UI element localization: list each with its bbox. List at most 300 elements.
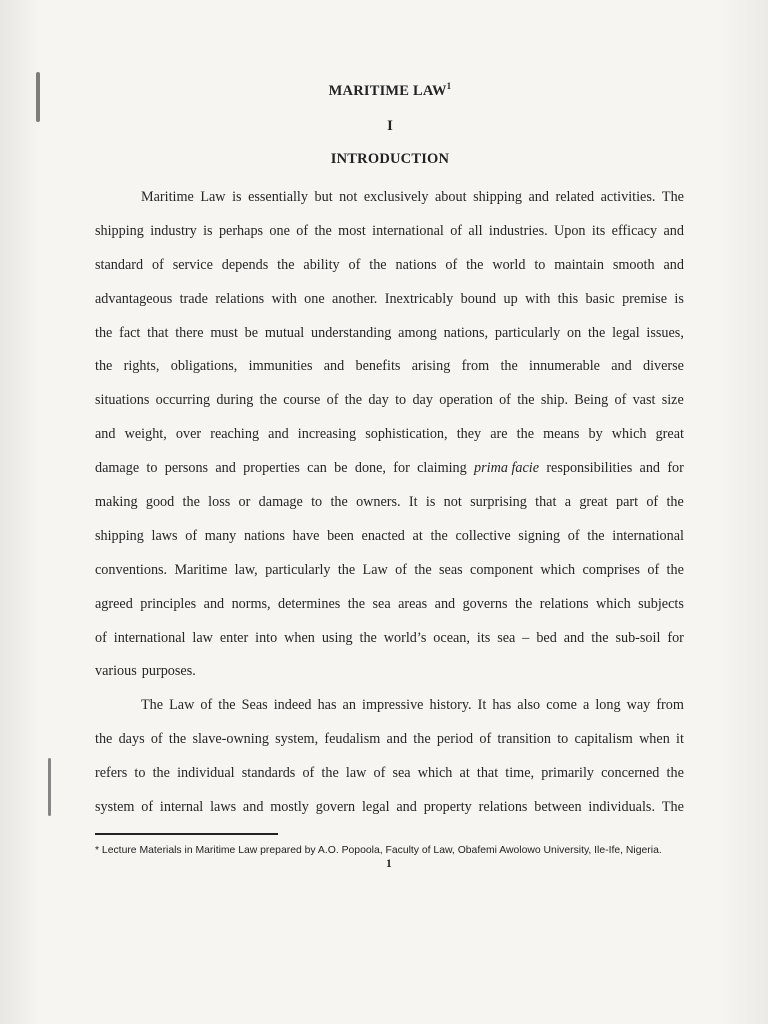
word: sophistication, bbox=[365, 426, 448, 443]
word: one bbox=[304, 290, 325, 307]
text-line bbox=[95, 317, 684, 351]
word: that bbox=[147, 324, 169, 341]
word: Maritime bbox=[141, 189, 194, 205]
word: seas bbox=[439, 561, 463, 578]
word: of bbox=[200, 697, 213, 714]
word: concerned bbox=[601, 765, 660, 782]
word: occurring bbox=[155, 392, 211, 409]
word: the bbox=[359, 629, 377, 646]
word: Upon bbox=[554, 222, 586, 239]
word: long bbox=[595, 697, 621, 714]
word: the bbox=[168, 731, 187, 748]
word: the bbox=[369, 256, 387, 273]
paragraph bbox=[95, 689, 684, 825]
word: using bbox=[321, 629, 353, 646]
word: Being bbox=[574, 392, 609, 409]
word: responsibilities bbox=[546, 460, 633, 477]
word: maintain bbox=[554, 256, 604, 273]
page-number: 1 bbox=[386, 858, 392, 870]
word: of bbox=[395, 561, 407, 578]
word: also bbox=[517, 697, 541, 714]
word: laws bbox=[151, 527, 178, 544]
word: and bbox=[242, 799, 264, 816]
word: good bbox=[145, 494, 175, 511]
word: another. bbox=[332, 290, 378, 307]
word: agreed bbox=[95, 595, 133, 612]
binder-hole-mark bbox=[48, 758, 51, 816]
word: of bbox=[348, 256, 361, 273]
word: which bbox=[417, 765, 453, 782]
word: the bbox=[321, 765, 339, 782]
word: industries. bbox=[488, 222, 548, 239]
word: – bbox=[522, 629, 530, 646]
word: from bbox=[461, 358, 490, 375]
word: has bbox=[317, 697, 337, 714]
word: its bbox=[476, 629, 491, 646]
word: and bbox=[663, 256, 684, 273]
word: of bbox=[647, 561, 660, 578]
word: of bbox=[151, 256, 164, 273]
word: are bbox=[490, 426, 508, 443]
word: nations bbox=[395, 256, 437, 273]
word: the bbox=[666, 561, 684, 578]
word: of bbox=[141, 799, 154, 816]
word: service bbox=[172, 256, 213, 273]
word: into bbox=[255, 629, 278, 646]
word: a bbox=[582, 697, 590, 714]
word: smooth bbox=[612, 256, 655, 273]
word: during bbox=[216, 392, 254, 409]
word: and bbox=[663, 222, 684, 239]
title-text: MARITIME LAW bbox=[328, 83, 447, 99]
word: nations bbox=[243, 527, 285, 544]
word: Inextricably bbox=[384, 290, 454, 307]
word: subjects bbox=[638, 595, 684, 612]
word: bed bbox=[536, 629, 557, 646]
word: international bbox=[113, 629, 186, 646]
text-line bbox=[95, 384, 684, 418]
word: Law bbox=[169, 697, 195, 714]
word: they bbox=[456, 426, 482, 443]
word: determines bbox=[278, 595, 341, 612]
word: the bbox=[277, 256, 295, 273]
word: the bbox=[347, 595, 366, 612]
word: means bbox=[543, 426, 580, 443]
word: related bbox=[555, 189, 595, 205]
word: The bbox=[661, 799, 684, 816]
word: for bbox=[667, 460, 684, 477]
text-line bbox=[95, 757, 684, 791]
word: and bbox=[434, 595, 456, 612]
word: the bbox=[430, 527, 448, 544]
word: legal bbox=[612, 324, 640, 341]
word: relations bbox=[215, 290, 265, 307]
word: norms, bbox=[231, 595, 271, 612]
word: to bbox=[557, 731, 569, 748]
word: ocean, bbox=[433, 629, 470, 646]
text-line bbox=[95, 723, 684, 757]
word: international bbox=[372, 222, 444, 239]
word: shipping bbox=[95, 222, 144, 239]
word: and bbox=[95, 426, 116, 443]
word: sea bbox=[372, 595, 391, 612]
word: loss bbox=[208, 494, 231, 511]
word: day bbox=[368, 392, 389, 409]
word: from bbox=[656, 697, 684, 714]
word: the bbox=[95, 731, 113, 748]
word: areas bbox=[398, 595, 428, 612]
word: individual bbox=[177, 765, 235, 782]
word: relations bbox=[539, 595, 589, 612]
word: the bbox=[516, 426, 535, 443]
text-line bbox=[95, 486, 684, 520]
word: it bbox=[676, 731, 684, 748]
word: must bbox=[210, 324, 238, 341]
word: of bbox=[614, 392, 627, 409]
word: that bbox=[535, 494, 557, 511]
word: law bbox=[345, 765, 367, 782]
word: indeed bbox=[273, 697, 312, 714]
word: and bbox=[563, 629, 585, 646]
word: when bbox=[284, 629, 315, 646]
word: have bbox=[292, 527, 320, 544]
word: to bbox=[134, 765, 146, 782]
word: principles bbox=[140, 595, 197, 612]
word: transition bbox=[497, 731, 551, 748]
word: relations bbox=[478, 799, 528, 816]
word: and bbox=[611, 358, 632, 375]
body-text bbox=[95, 181, 684, 825]
word: mostly bbox=[270, 799, 309, 816]
word: and bbox=[386, 731, 408, 748]
word: of bbox=[450, 222, 463, 239]
word: particularly bbox=[494, 324, 561, 341]
word: of bbox=[185, 527, 198, 544]
word: perhaps bbox=[218, 222, 264, 239]
word: the bbox=[591, 629, 609, 646]
word: individuals. bbox=[588, 799, 655, 816]
word: and bbox=[528, 189, 549, 205]
word: and bbox=[203, 595, 225, 612]
word: up bbox=[503, 290, 518, 307]
text-line bbox=[95, 588, 684, 622]
word: of bbox=[479, 731, 492, 748]
word: It bbox=[408, 494, 418, 511]
word: the bbox=[500, 358, 518, 375]
word: bound bbox=[460, 290, 497, 307]
word: all bbox=[468, 222, 483, 239]
word: there bbox=[175, 324, 204, 341]
document-title bbox=[6, 83, 768, 100]
word: which bbox=[596, 595, 631, 612]
word: ability bbox=[303, 256, 340, 273]
word: or bbox=[238, 494, 251, 511]
word: basic bbox=[585, 290, 615, 307]
word: the bbox=[344, 392, 363, 409]
word: the bbox=[466, 256, 484, 273]
word: conventions. bbox=[95, 561, 168, 578]
word: but bbox=[314, 189, 333, 205]
word: to bbox=[311, 494, 323, 511]
word: course bbox=[283, 392, 321, 409]
word: over bbox=[175, 426, 202, 443]
word: the bbox=[152, 765, 170, 782]
word: of bbox=[567, 527, 580, 544]
word: comprises bbox=[582, 561, 640, 578]
word: making bbox=[95, 494, 138, 511]
word: with bbox=[271, 290, 297, 307]
word: and bbox=[323, 358, 345, 375]
word: by bbox=[588, 426, 603, 443]
word: of bbox=[302, 765, 315, 782]
word: when bbox=[639, 731, 670, 748]
word: sub-soil bbox=[615, 629, 661, 646]
word: immunities bbox=[248, 358, 313, 375]
footnote-divider bbox=[95, 833, 278, 835]
word: the bbox=[413, 731, 431, 748]
word: law, bbox=[234, 561, 258, 578]
word: weight, bbox=[124, 426, 167, 443]
text-line bbox=[95, 350, 684, 384]
word: world’s bbox=[383, 629, 427, 646]
word: fact bbox=[119, 324, 141, 341]
word: laws bbox=[210, 799, 237, 816]
word: the bbox=[314, 222, 332, 239]
word: particularly bbox=[265, 561, 331, 578]
section-heading: INTRODUCTION bbox=[330, 151, 450, 167]
word: operation bbox=[439, 392, 493, 409]
word: among bbox=[398, 324, 437, 341]
word: refers bbox=[95, 765, 128, 782]
word: collective bbox=[455, 527, 511, 544]
word: on bbox=[567, 324, 582, 341]
footnote: * Lecture Materials in Maritime Law prepared by A.O. Popoola, Faculty of Law, Obafemi Awolowo University, Ile-Ife, Nigeria. bbox=[95, 845, 662, 856]
word: been bbox=[327, 527, 354, 544]
word: innumerable bbox=[529, 358, 600, 375]
word: come bbox=[546, 697, 577, 714]
word: is bbox=[232, 189, 242, 205]
word: purposes. bbox=[141, 663, 196, 680]
word: the bbox=[95, 324, 113, 341]
word: the bbox=[414, 561, 432, 578]
word: the bbox=[666, 494, 684, 511]
word: slave-owning bbox=[192, 731, 269, 748]
word: enter bbox=[219, 629, 249, 646]
word: arising bbox=[411, 358, 451, 375]
word: capitalism bbox=[574, 731, 633, 748]
word: which bbox=[611, 426, 647, 443]
section-number: I bbox=[387, 118, 393, 134]
word: great bbox=[655, 426, 684, 443]
word: Seas bbox=[241, 697, 268, 714]
word: surprising bbox=[470, 494, 527, 511]
word: an bbox=[342, 697, 356, 714]
word: It bbox=[477, 697, 487, 714]
word: activities. bbox=[600, 189, 656, 205]
word: world bbox=[492, 256, 526, 273]
word: diverse bbox=[643, 358, 684, 375]
word: one bbox=[269, 222, 290, 239]
text-line bbox=[95, 215, 684, 249]
word: prima facie bbox=[474, 460, 540, 477]
word: reaching bbox=[210, 426, 260, 443]
word: obligations, bbox=[170, 358, 238, 375]
word: has bbox=[492, 697, 512, 714]
word: essentially bbox=[248, 189, 308, 205]
word: govern bbox=[315, 799, 356, 816]
word: damage bbox=[95, 460, 140, 477]
word: the bbox=[95, 358, 113, 375]
text-line bbox=[95, 249, 684, 283]
word: understanding bbox=[311, 324, 392, 341]
word: situations bbox=[95, 392, 150, 409]
text-line bbox=[95, 791, 684, 825]
word: Maritime bbox=[174, 561, 228, 578]
word: damage bbox=[258, 494, 303, 511]
word: be bbox=[244, 324, 259, 341]
word: sea bbox=[392, 765, 411, 782]
word: day bbox=[412, 392, 433, 409]
word: internal bbox=[159, 799, 204, 816]
word: industry bbox=[150, 222, 197, 239]
word: shipping bbox=[473, 189, 522, 205]
word: ship. bbox=[540, 392, 569, 409]
text-line bbox=[95, 283, 684, 317]
word: this bbox=[557, 290, 579, 307]
text-line bbox=[95, 689, 684, 723]
word: and bbox=[268, 426, 289, 443]
word: of bbox=[296, 222, 309, 239]
word: international bbox=[612, 527, 684, 544]
word: days bbox=[118, 731, 145, 748]
word: advantageous bbox=[95, 290, 173, 307]
word: of bbox=[445, 256, 458, 273]
word: standards bbox=[241, 765, 296, 782]
word: the bbox=[330, 494, 348, 511]
word: nations, bbox=[443, 324, 489, 341]
word: governs bbox=[462, 595, 508, 612]
word: vast bbox=[632, 392, 656, 409]
word: the bbox=[514, 595, 533, 612]
word: The bbox=[661, 189, 684, 205]
word: at bbox=[459, 765, 470, 782]
word: of bbox=[95, 629, 107, 646]
word: premise bbox=[622, 290, 667, 307]
word: feudalism bbox=[324, 731, 381, 748]
word: component bbox=[470, 561, 534, 578]
word: done, bbox=[354, 460, 386, 477]
word: the bbox=[182, 494, 200, 511]
text-line bbox=[95, 554, 684, 588]
word: a bbox=[564, 494, 572, 511]
word: claiming bbox=[417, 460, 467, 477]
word: the bbox=[337, 561, 356, 578]
word: depends bbox=[221, 256, 269, 273]
word: benefits bbox=[355, 358, 401, 375]
word: legal bbox=[361, 799, 390, 816]
word: with bbox=[525, 290, 551, 307]
word: sea bbox=[497, 629, 516, 646]
word: many bbox=[204, 527, 237, 544]
word: system, bbox=[275, 731, 319, 748]
word: system bbox=[95, 799, 135, 816]
word: the bbox=[259, 392, 277, 409]
word: that bbox=[476, 765, 499, 782]
word: standard bbox=[95, 256, 144, 273]
word: shipping bbox=[95, 527, 144, 544]
word: way bbox=[626, 697, 651, 714]
word: signing bbox=[518, 527, 561, 544]
word: rights, bbox=[123, 358, 160, 375]
word: trade bbox=[179, 290, 208, 307]
word: persons bbox=[164, 460, 209, 477]
text-line bbox=[95, 520, 684, 554]
word: primarily bbox=[541, 765, 594, 782]
word: enacted bbox=[361, 527, 405, 544]
word: period bbox=[436, 731, 474, 748]
title-footnote-mark: 1 bbox=[446, 81, 452, 92]
word: Law bbox=[362, 561, 388, 578]
word: be bbox=[334, 460, 348, 477]
word: great bbox=[579, 494, 608, 511]
word: to bbox=[146, 460, 158, 477]
word: owners. bbox=[356, 494, 401, 511]
paragraph bbox=[95, 181, 684, 689]
word: property bbox=[423, 799, 472, 816]
word: increasing bbox=[297, 426, 357, 443]
text-line bbox=[95, 418, 684, 452]
word: the bbox=[666, 765, 684, 782]
word: impressive bbox=[362, 697, 424, 714]
word: Law bbox=[200, 189, 226, 205]
word: which bbox=[540, 561, 576, 578]
word: of bbox=[646, 494, 659, 511]
word: the bbox=[587, 324, 606, 341]
word: the bbox=[587, 527, 605, 544]
word: of bbox=[150, 731, 163, 748]
word: and bbox=[215, 460, 236, 477]
word: most bbox=[338, 222, 366, 239]
word: to bbox=[395, 392, 407, 409]
word: of bbox=[373, 765, 386, 782]
word: and bbox=[639, 460, 661, 477]
text-line bbox=[95, 655, 684, 689]
word: of bbox=[326, 392, 339, 409]
word: about bbox=[435, 189, 467, 205]
word: time, bbox=[505, 765, 535, 782]
word: is bbox=[674, 290, 684, 307]
word: The bbox=[141, 697, 164, 714]
word: efficacy bbox=[611, 222, 658, 239]
word: size bbox=[661, 392, 684, 409]
text-line bbox=[95, 452, 684, 486]
word: for bbox=[393, 460, 410, 477]
text-line bbox=[95, 181, 684, 215]
word: history. bbox=[429, 697, 472, 714]
word: and bbox=[396, 799, 417, 816]
word: is bbox=[203, 222, 213, 239]
word: issues, bbox=[646, 324, 684, 341]
word: the bbox=[218, 697, 236, 714]
word: not bbox=[443, 494, 462, 511]
word: is bbox=[425, 494, 436, 511]
word: properties bbox=[243, 460, 300, 477]
word: for bbox=[667, 629, 684, 646]
word: can bbox=[307, 460, 327, 477]
word: various bbox=[95, 663, 137, 680]
word: law bbox=[192, 629, 213, 646]
word: the bbox=[517, 392, 535, 409]
